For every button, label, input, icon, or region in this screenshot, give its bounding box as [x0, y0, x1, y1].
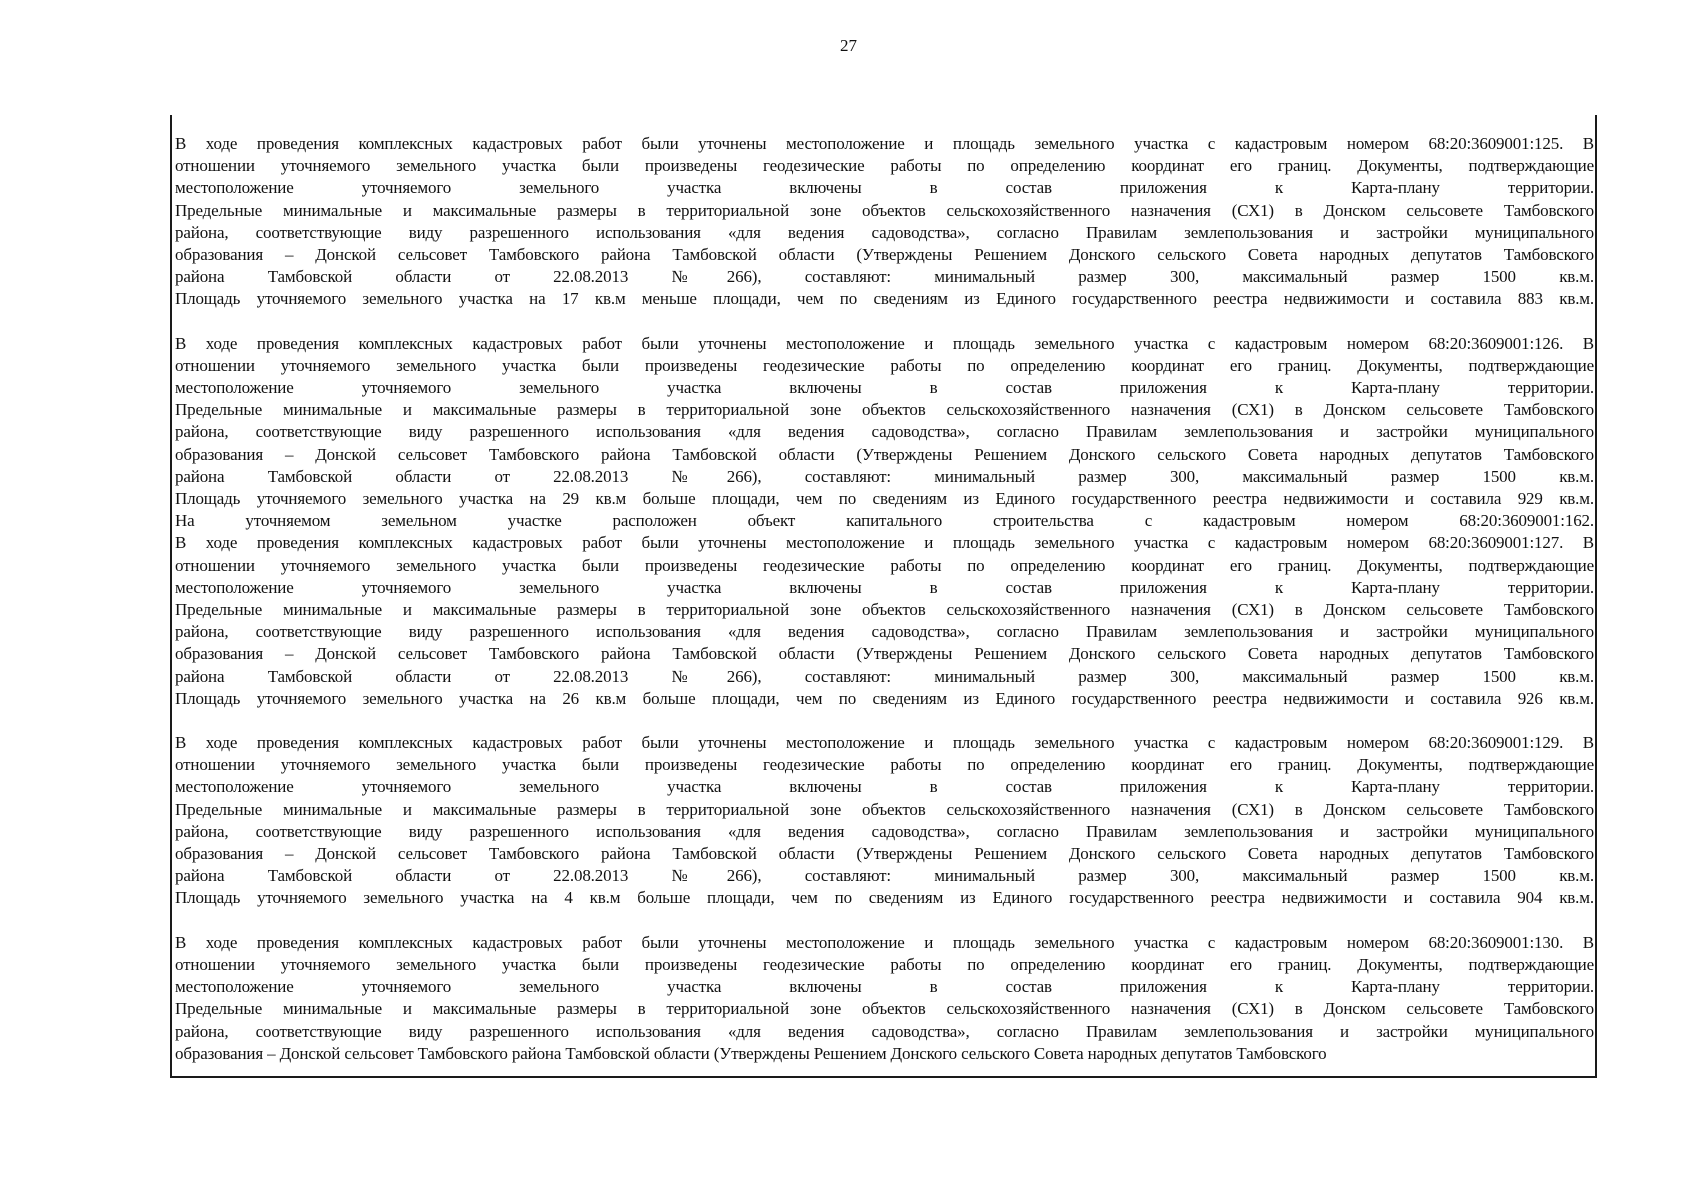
paragraph-line: Предельные минимальные и максимальные размеры в территориальной зоне объектов сельскохозяйственного назначения (СХ1) в Донском сельсовете Тамбовского: [175, 799, 1594, 819]
paragraph-line: образования – Донской сельсовет Тамбовского района Тамбовской области (Утверждены Решением Донского сельского Совета народных депутатов Тамбовского: [175, 444, 1594, 464]
paragraph-line: образования – Донской сельсовет Тамбовского района Тамбовской области (Утверждены Решением Донского сельского Совета народных депутатов Тамбовского: [175, 844, 1594, 863]
paragraph-line: В ходе проведения комплексных кадастровых работ были уточнены местоположение и площадь земельного участка с кадастровым номером 68:20:3609001:130. В: [175, 932, 1594, 952]
cell-text: [175, 133, 1594, 1065]
page-number: 27: [840, 36, 857, 55]
paragraph-line: местоположение уточняемого земельного участка включены в состав приложения к Карта-плану территории.: [175, 178, 1594, 198]
paragraph-gap: [175, 311, 1594, 333]
paragraph-line: района Тамбовской области от 22.08.2013 №266), составляют: минимальный размер 300, максимальный размер 1500 кв.м.: [175, 267, 1594, 287]
paragraph-line: Площадь уточняемого земельного участка на 4 кв.м больше площади, чем по сведениям из Единого государственного реестра недвижимости и составила 904 кв.м.: [175, 888, 1594, 908]
paragraph-line: отношении уточняемого земельного участка были произведены геодезические работы по определению координат его границ. Документы, подтверждающие: [175, 555, 1594, 575]
paragraph-line: Предельные минимальные и максимальные размеры в территориальной зоне объектов сельскохозяйственного назначения (СХ1) в Донском сельсовете Тамбовского: [175, 599, 1594, 619]
paragraph-line: образования – Донской сельсовет Тамбовского района Тамбовской области (Утверждены Решением Донского сельского Совета народных депутатов Тамбовского: [175, 1043, 1327, 1063]
paragraph-line: района, соответствующие виду разрешенного использования «для ведения садоводства», согласно Правилам землепользования и застройки муниципального: [175, 1021, 1594, 1041]
paragraph-line: района Тамбовской области от 22.08.2013 №266), составляют: минимальный размер 300, максимальный размер 1500 кв.м.: [175, 666, 1594, 686]
paragraph-gap: [175, 910, 1594, 932]
paragraph-line: местоположение уточняемого земельного участка включены в состав приложения к Карта-плану территории.: [175, 378, 1594, 398]
table-cell: [170, 115, 1597, 1078]
paragraph-line: Предельные минимальные и максимальные размеры в территориальной зоне объектов сельскохозяйственного назначения (СХ1) в Донском сельсовете Тамбовского: [175, 400, 1594, 420]
paragraph-line: образования – Донской сельсовет Тамбовского района Тамбовской области (Утверждены Решением Донского сельского Совета народных депутатов Тамбовского: [175, 644, 1594, 664]
paragraph-line: образования – Донской сельсовет Тамбовского района Тамбовской области (Утверждены Решением Донского сельского Совета народных депутатов Тамбовского: [175, 244, 1594, 264]
paragraph-line: местоположение уточняемого земельного участка включены в состав приложения к Карта-плану территории.: [175, 777, 1594, 797]
paragraph-line: Предельные минимальные и максимальные размеры в территориальной зоне объектов сельскохозяйственного назначения (СХ1) в Донском сельсовете Тамбовского: [175, 200, 1594, 220]
paragraph-line: Предельные минимальные и максимальные размеры в территориальной зоне объектов сельскохозяйственного назначения (СХ1) в Донском сельсовете Тамбовского: [175, 999, 1594, 1019]
paragraph-line: района, соответствующие виду разрешенного использования «для ведения садоводства», согласно Правилам землепользования и застройки муниципального: [175, 222, 1594, 242]
paragraph: [175, 333, 1594, 710]
paragraph-line: района Тамбовской области от 22.08.2013 №266), составляют: минимальный размер 300, максимальный размер 1500 кв.м.: [175, 866, 1594, 886]
paragraph-line: Площадь уточняемого земельного участка на 17 кв.м меньше площади, чем по сведениям из Единого государственного реестра недвижимости и составила 883 кв.м.: [175, 289, 1594, 309]
paragraph-line: района, соответствующие виду разрешенного использования «для ведения садоводства», согласно Правилам землепользования и застройки муниципального: [175, 422, 1594, 442]
paragraph-line: района, соответствующие виду разрешенного использования «для ведения садоводства», согласно Правилам землепользования и застройки муниципального: [175, 821, 1594, 841]
paragraph-line: отношении уточняемого земельного участка были произведены геодезические работы по определению координат его границ. Документы, подтверждающие: [175, 755, 1594, 775]
paragraph-line: отношении уточняемого земельного участка были произведены геодезические работы по определению координат его границ. Документы, подтверждающие: [175, 156, 1594, 176]
paragraph-line: На уточняемом земельном участке расположен объект капитального строительства с кадастровым номером 68:20:3609001:162.: [175, 511, 1594, 531]
paragraph: [175, 932, 1594, 1065]
paragraph: [175, 133, 1594, 311]
paragraph-line: отношении уточняемого земельного участка были произведены геодезические работы по определению координат его границ. Документы, подтверждающие: [175, 355, 1594, 375]
paragraph-gap: [175, 710, 1594, 732]
paragraph-line: В ходе проведения комплексных кадастровых работ были уточнены местоположение и площадь земельного участка с кадастровым номером 68:20:3609001:126. В: [175, 333, 1594, 353]
paragraph: [175, 732, 1594, 910]
paragraph-line: В ходе проведения комплексных кадастровых работ были уточнены местоположение и площадь земельного участка с кадастровым номером 68:20:3609001:127. В: [175, 533, 1594, 553]
paragraph-line: отношении уточняемого земельного участка были произведены геодезические работы по определению координат его границ. Документы, подтверждающие: [175, 954, 1594, 974]
paragraph-line: района Тамбовской области от 22.08.2013 №266), составляют: минимальный размер 300, максимальный размер 1500 кв.м.: [175, 466, 1594, 486]
paragraph-line: Площадь уточняемого земельного участка на 29 кв.м больше площади, чем по сведениям из Единого государственного реестра недвижимости и составила 929 кв.м.: [175, 489, 1594, 508]
paragraph-line: Площадь уточняемого земельного участка на 26 кв.м больше площади, чем по сведениям из Единого государственного реестра недвижимости и составила 926 кв.м.: [175, 688, 1594, 708]
paragraph-line: местоположение уточняемого земельного участка включены в состав приложения к Карта-плану территории.: [175, 577, 1594, 597]
paragraph-line: В ходе проведения комплексных кадастровых работ были уточнены местоположение и площадь земельного участка с кадастровым номером 68:20:3609001:129. В: [175, 733, 1594, 753]
paragraph-line: В ходе проведения комплексных кадастровых работ были уточнены местоположение и площадь земельного участка с кадастровым номером 68:20:3609001:125. В: [175, 134, 1594, 153]
paragraph-line: местоположение уточняемого земельного участка включены в состав приложения к Карта-плану территории.: [175, 977, 1594, 997]
paragraph-line: района, соответствующие виду разрешенного использования «для ведения садоводства», согласно Правилам землепользования и застройки муниципального: [175, 622, 1594, 642]
